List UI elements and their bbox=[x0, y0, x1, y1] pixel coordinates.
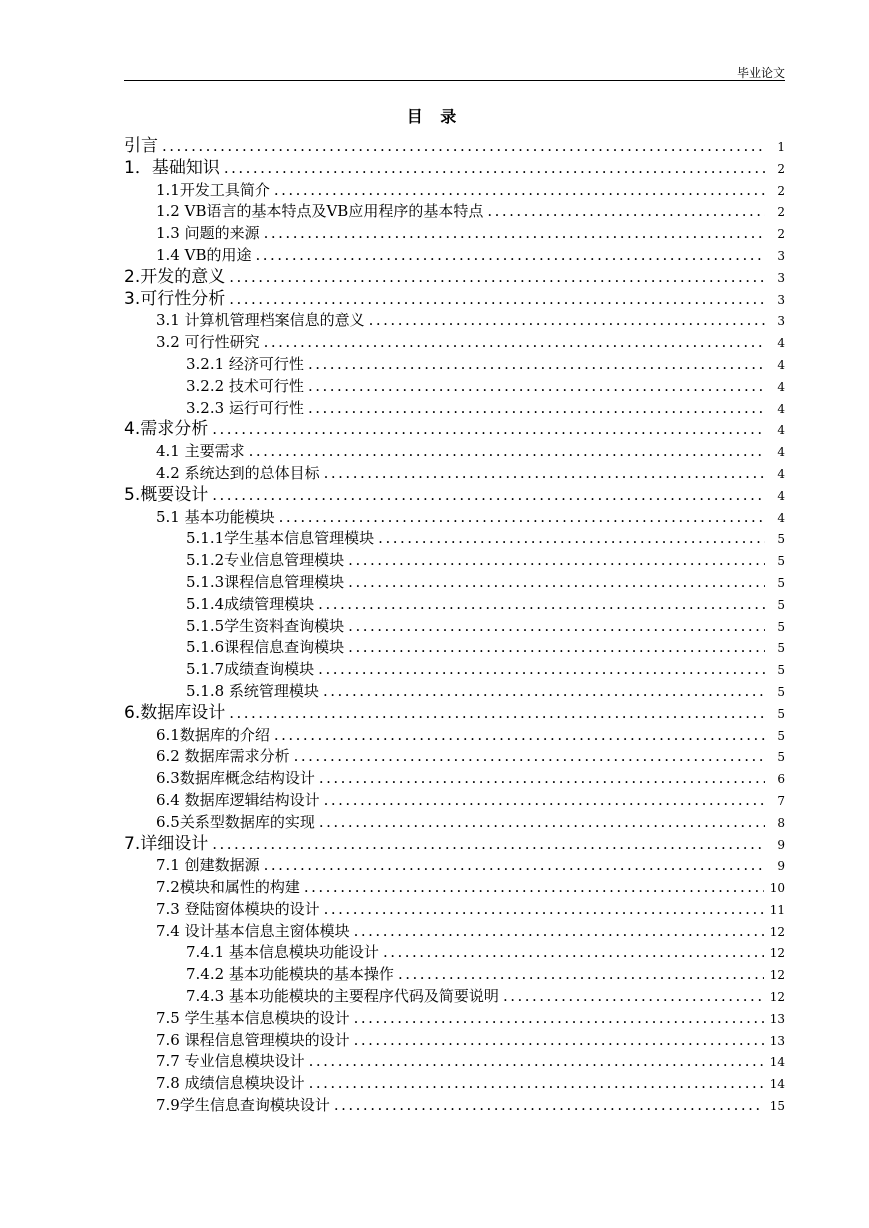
toc-leader-dots bbox=[348, 616, 765, 638]
toc-leader-dots bbox=[309, 1051, 764, 1073]
toc-entry-text: 4.1 主要需求 bbox=[156, 442, 245, 461]
toc-entry-text: 6.4 数据库逻辑结构设计 bbox=[156, 790, 320, 809]
toc-entry[interactable] bbox=[124, 1030, 785, 1052]
toc-leader-dots bbox=[348, 637, 765, 659]
toc-entry[interactable] bbox=[124, 223, 785, 245]
toc-entry[interactable] bbox=[124, 746, 785, 768]
toc-entry-page: 13 bbox=[769, 1011, 785, 1026]
toc-entry-page: 8 bbox=[777, 815, 785, 830]
toc-entry-text: 3.1 计算机管理档案信息的意义 bbox=[156, 311, 365, 330]
toc-entry-text: 7.1 创建数据源 bbox=[156, 856, 260, 875]
toc-leader-dots bbox=[354, 1008, 764, 1030]
toc-leader-dots bbox=[503, 986, 764, 1008]
toc-entry-text: 7.2模块和属性的构建 bbox=[156, 878, 300, 897]
toc-entry-text: 5.1.1学生基本信息管理模块 bbox=[186, 529, 375, 548]
toc-entry[interactable] bbox=[124, 572, 785, 594]
toc-entry-page: 7 bbox=[777, 793, 785, 808]
toc-leader-dots bbox=[324, 899, 764, 921]
toc-leader-dots bbox=[308, 376, 765, 398]
toc-entry[interactable] bbox=[124, 332, 785, 354]
toc-entry-text: 1.2 VB语言的基本特点及VB应用程序的基本特点 bbox=[156, 202, 484, 221]
table-of-contents bbox=[124, 136, 785, 1117]
toc-entry-text: 1.1开发工具简介 bbox=[156, 180, 270, 199]
toc-entry-page: 5 bbox=[777, 706, 785, 721]
toc-entry-page: 3 bbox=[777, 270, 785, 285]
toc-leader-dots bbox=[294, 746, 765, 768]
toc-entry-text: 5.1.8 系统管理模块 bbox=[186, 681, 319, 700]
toc-entry-text: 7.4.1 基本信息模块功能设计 bbox=[186, 943, 379, 962]
toc-leader-dots bbox=[279, 507, 765, 529]
toc-entry[interactable] bbox=[124, 463, 785, 485]
toc-entry[interactable] bbox=[124, 376, 785, 398]
toc-entry-text: 3.可行性分析 bbox=[124, 288, 226, 309]
toc-leader-dots bbox=[318, 594, 765, 616]
toc-entry[interactable] bbox=[124, 594, 785, 616]
toc-entry[interactable] bbox=[124, 245, 785, 267]
toc-entry-text: 7.6 课程信息管理模块的设计 bbox=[156, 1030, 350, 1049]
toc-leader-dots bbox=[319, 812, 765, 834]
toc-entry[interactable] bbox=[124, 310, 785, 332]
toc-entry-text: 5.1.6课程信息查询模块 bbox=[186, 638, 345, 657]
toc-leader-dots bbox=[323, 681, 765, 703]
toc-entry-page: 13 bbox=[769, 1033, 785, 1048]
toc-entry-text: 5.1.2专业信息管理模块 bbox=[186, 551, 345, 570]
toc-entry[interactable] bbox=[124, 136, 785, 158]
toc-leader-dots bbox=[354, 1030, 764, 1052]
toc-entry-page: 5 bbox=[777, 684, 785, 699]
toc-entry-text: 5.1 基本功能模块 bbox=[156, 507, 275, 526]
toc-leader-dots bbox=[308, 354, 765, 376]
toc-entry-page: 4 bbox=[777, 445, 785, 460]
toc-entry-page: 12 bbox=[769, 924, 785, 939]
toc-entry-page: 4 bbox=[777, 336, 785, 351]
toc-entry[interactable] bbox=[124, 725, 785, 747]
toc-leader-dots bbox=[319, 768, 765, 790]
toc-leader-dots bbox=[487, 201, 765, 223]
toc-entry-text: 5.1.4成绩管理模块 bbox=[186, 594, 315, 613]
toc-leader-dots bbox=[249, 441, 765, 463]
toc-leader-dots bbox=[378, 528, 765, 550]
toc-leader-dots bbox=[383, 942, 764, 964]
toc-entry-page: 5 bbox=[777, 554, 785, 569]
toc-leader-dots bbox=[264, 855, 765, 877]
toc-entry[interactable] bbox=[124, 1051, 785, 1073]
toc-entry[interactable] bbox=[124, 507, 785, 529]
toc-entry-page: 15 bbox=[769, 1099, 785, 1114]
toc-entry-text: 5.1.7成绩查询模块 bbox=[186, 660, 315, 679]
toc-entry-page: 3 bbox=[777, 292, 785, 307]
toc-entry-page: 4 bbox=[777, 423, 785, 438]
toc-leader-dots bbox=[398, 964, 764, 986]
toc-entry-text: 7.8 成绩信息模块设计 bbox=[156, 1074, 305, 1093]
toc-leader-dots bbox=[304, 877, 764, 899]
toc-entry[interactable] bbox=[124, 964, 785, 986]
toc-entry-text: 5.1.3课程信息管理模块 bbox=[186, 572, 345, 591]
toc-entry-page: 4 bbox=[777, 401, 785, 416]
toc-entry[interactable] bbox=[124, 877, 785, 899]
toc-leader-dots bbox=[264, 223, 765, 245]
toc-entry-page: 2 bbox=[777, 161, 785, 176]
toc-entry-text: 7.详细设计 bbox=[124, 833, 209, 854]
toc-entry-page: 5 bbox=[777, 532, 785, 547]
toc-entry-text: 3.2.3 运行可行性 bbox=[186, 398, 304, 417]
toc-leader-dots bbox=[348, 572, 765, 594]
toc-entry-text: 5.概要设计 bbox=[124, 484, 209, 505]
toc-entry-page: 2 bbox=[777, 227, 785, 242]
toc-entry-page: 10 bbox=[769, 881, 785, 896]
toc-entry[interactable] bbox=[124, 834, 785, 856]
toc-entry-page: 5 bbox=[777, 619, 785, 634]
toc-entry-page: 5 bbox=[777, 641, 785, 656]
toc-leader-dots bbox=[348, 550, 765, 572]
toc-entry-text: 1．基础知识 bbox=[124, 157, 220, 178]
toc-entry-text: 7.4.3 基本功能模块的主要程序代码及简要说明 bbox=[186, 987, 499, 1006]
running-header: 毕业论文 bbox=[736, 66, 785, 80]
toc-entry[interactable] bbox=[124, 201, 785, 223]
toc-entry-page: 4 bbox=[777, 466, 785, 481]
toc-entry-page: 14 bbox=[769, 1055, 785, 1070]
toc-entry[interactable] bbox=[124, 812, 785, 834]
toc-entry-text: 7.4 设计基本信息主窗体模块 bbox=[156, 921, 350, 940]
toc-leader-dots bbox=[324, 790, 765, 812]
toc-entry[interactable] bbox=[124, 921, 785, 943]
toc-entry[interactable] bbox=[124, 637, 785, 659]
toc-leader-dots bbox=[318, 659, 765, 681]
toc-leader-dots bbox=[334, 1095, 764, 1117]
toc-entry[interactable] bbox=[124, 659, 785, 681]
toc-leader-dots bbox=[229, 703, 765, 725]
toc-entry-text: 7.3 登陆窗体模块的设计 bbox=[156, 899, 320, 918]
toc-leader-dots bbox=[255, 245, 765, 267]
toc-leader-dots bbox=[229, 289, 765, 311]
toc-entry[interactable] bbox=[124, 180, 785, 202]
toc-leader-dots bbox=[229, 267, 765, 289]
toc-entry-page: 5 bbox=[777, 663, 785, 678]
toc-entry[interactable] bbox=[124, 790, 785, 812]
toc-entry[interactable] bbox=[124, 289, 785, 311]
toc-entry[interactable] bbox=[124, 703, 785, 725]
toc-entry-page: 4 bbox=[777, 488, 785, 503]
toc-entry[interactable] bbox=[124, 855, 785, 877]
toc-entry-page: 4 bbox=[777, 357, 785, 372]
toc-entry-text: 7.5 学生基本信息模块的设计 bbox=[156, 1008, 350, 1027]
toc-entry-text: 引言 bbox=[124, 136, 158, 156]
toc-entry-page: 5 bbox=[777, 575, 785, 590]
toc-entry[interactable] bbox=[124, 1073, 785, 1095]
toc-entry[interactable] bbox=[124, 528, 785, 550]
toc-entry-text: 7.7 专业信息模块设计 bbox=[156, 1052, 305, 1071]
toc-entry-text: 3.2 可行性研究 bbox=[156, 333, 260, 352]
toc-entry-text: 6.5关系型数据库的实现 bbox=[156, 812, 315, 831]
toc-entry-page: 12 bbox=[769, 968, 785, 983]
toc-entry[interactable] bbox=[124, 354, 785, 376]
toc-entry-text: 7.4.2 基本功能模块的基本操作 bbox=[186, 965, 394, 984]
toc-entry-page: 9 bbox=[777, 837, 785, 852]
toc-entry[interactable] bbox=[124, 681, 785, 703]
toc-entry-page: 5 bbox=[777, 728, 785, 743]
toc-entry-page: 12 bbox=[769, 946, 785, 961]
toc-entry-page: 3 bbox=[777, 248, 785, 263]
toc-entry[interactable] bbox=[124, 398, 785, 420]
toc-entry[interactable] bbox=[124, 1008, 785, 1030]
toc-entry-text: 6.1数据库的介绍 bbox=[156, 725, 270, 744]
toc-leader-dots bbox=[162, 136, 765, 158]
toc-entry-text: 6.3数据库概念结构设计 bbox=[156, 769, 315, 788]
toc-entry-text: 4.需求分析 bbox=[124, 419, 209, 440]
toc-entry-text: 1.4 VB的用途 bbox=[156, 245, 252, 264]
toc-entry-page: 4 bbox=[777, 510, 785, 525]
toc-leader-dots bbox=[212, 834, 765, 856]
toc-entry-page: 1 bbox=[777, 140, 785, 154]
toc-entry-page: 6 bbox=[777, 772, 785, 787]
toc-leader-dots bbox=[324, 463, 765, 485]
toc-entry[interactable] bbox=[124, 1095, 785, 1117]
toc-entry[interactable] bbox=[124, 986, 785, 1008]
toc-entry-page: 4 bbox=[777, 379, 785, 394]
toc-entry[interactable] bbox=[124, 768, 785, 790]
toc-leader-dots bbox=[212, 419, 765, 441]
toc-entry-text: 1.3 问题的来源 bbox=[156, 224, 260, 243]
toc-entry-text: 5.1.5学生资料查询模块 bbox=[186, 616, 345, 635]
toc-entry[interactable] bbox=[124, 419, 785, 441]
toc-entry[interactable] bbox=[124, 899, 785, 921]
header-divider bbox=[124, 80, 785, 81]
toc-leader-dots bbox=[224, 158, 765, 180]
toc-entry-text: 3.2.2 技术可行性 bbox=[186, 376, 304, 395]
toc-leader-dots bbox=[264, 332, 765, 354]
toc-entry-text: 6.数据库设计 bbox=[124, 702, 226, 723]
toc-entry-text: 3.2.1 经济可行性 bbox=[186, 354, 304, 373]
toc-entry-page: 3 bbox=[777, 314, 785, 329]
toc-entry[interactable] bbox=[124, 267, 785, 289]
toc-entry[interactable] bbox=[124, 485, 785, 507]
toc-entry-text: 4.2 系统达到的总体目标 bbox=[156, 463, 320, 482]
toc-title: 目 录 bbox=[406, 107, 463, 126]
toc-entry[interactable] bbox=[124, 616, 785, 638]
toc-entry-page: 12 bbox=[769, 990, 785, 1005]
toc-entry-page: 9 bbox=[777, 859, 785, 874]
toc-leader-dots bbox=[274, 180, 765, 202]
toc-entry-text: 6.2 数据库需求分析 bbox=[156, 747, 290, 766]
toc-entry-page: 5 bbox=[777, 597, 785, 612]
toc-entry-page: 5 bbox=[777, 750, 785, 765]
toc-entry[interactable] bbox=[124, 158, 785, 180]
toc-leader-dots bbox=[308, 398, 765, 420]
toc-entry[interactable] bbox=[124, 942, 785, 964]
toc-entry-page: 14 bbox=[769, 1077, 785, 1092]
toc-leader-dots bbox=[354, 921, 764, 943]
toc-leader-dots bbox=[274, 725, 765, 747]
toc-entry-text: 2.开发的意义 bbox=[124, 266, 226, 287]
toc-entry-text: 7.9学生信息查询模块设计 bbox=[156, 1096, 330, 1115]
toc-leader-dots bbox=[212, 485, 765, 507]
toc-entry-page: 2 bbox=[777, 183, 785, 198]
toc-entry-page: 11 bbox=[769, 902, 785, 917]
toc-entry[interactable] bbox=[124, 550, 785, 572]
toc-leader-dots bbox=[309, 1073, 764, 1095]
toc-leader-dots bbox=[369, 310, 765, 332]
toc-entry[interactable] bbox=[124, 441, 785, 463]
toc-entry-page: 2 bbox=[777, 205, 785, 220]
